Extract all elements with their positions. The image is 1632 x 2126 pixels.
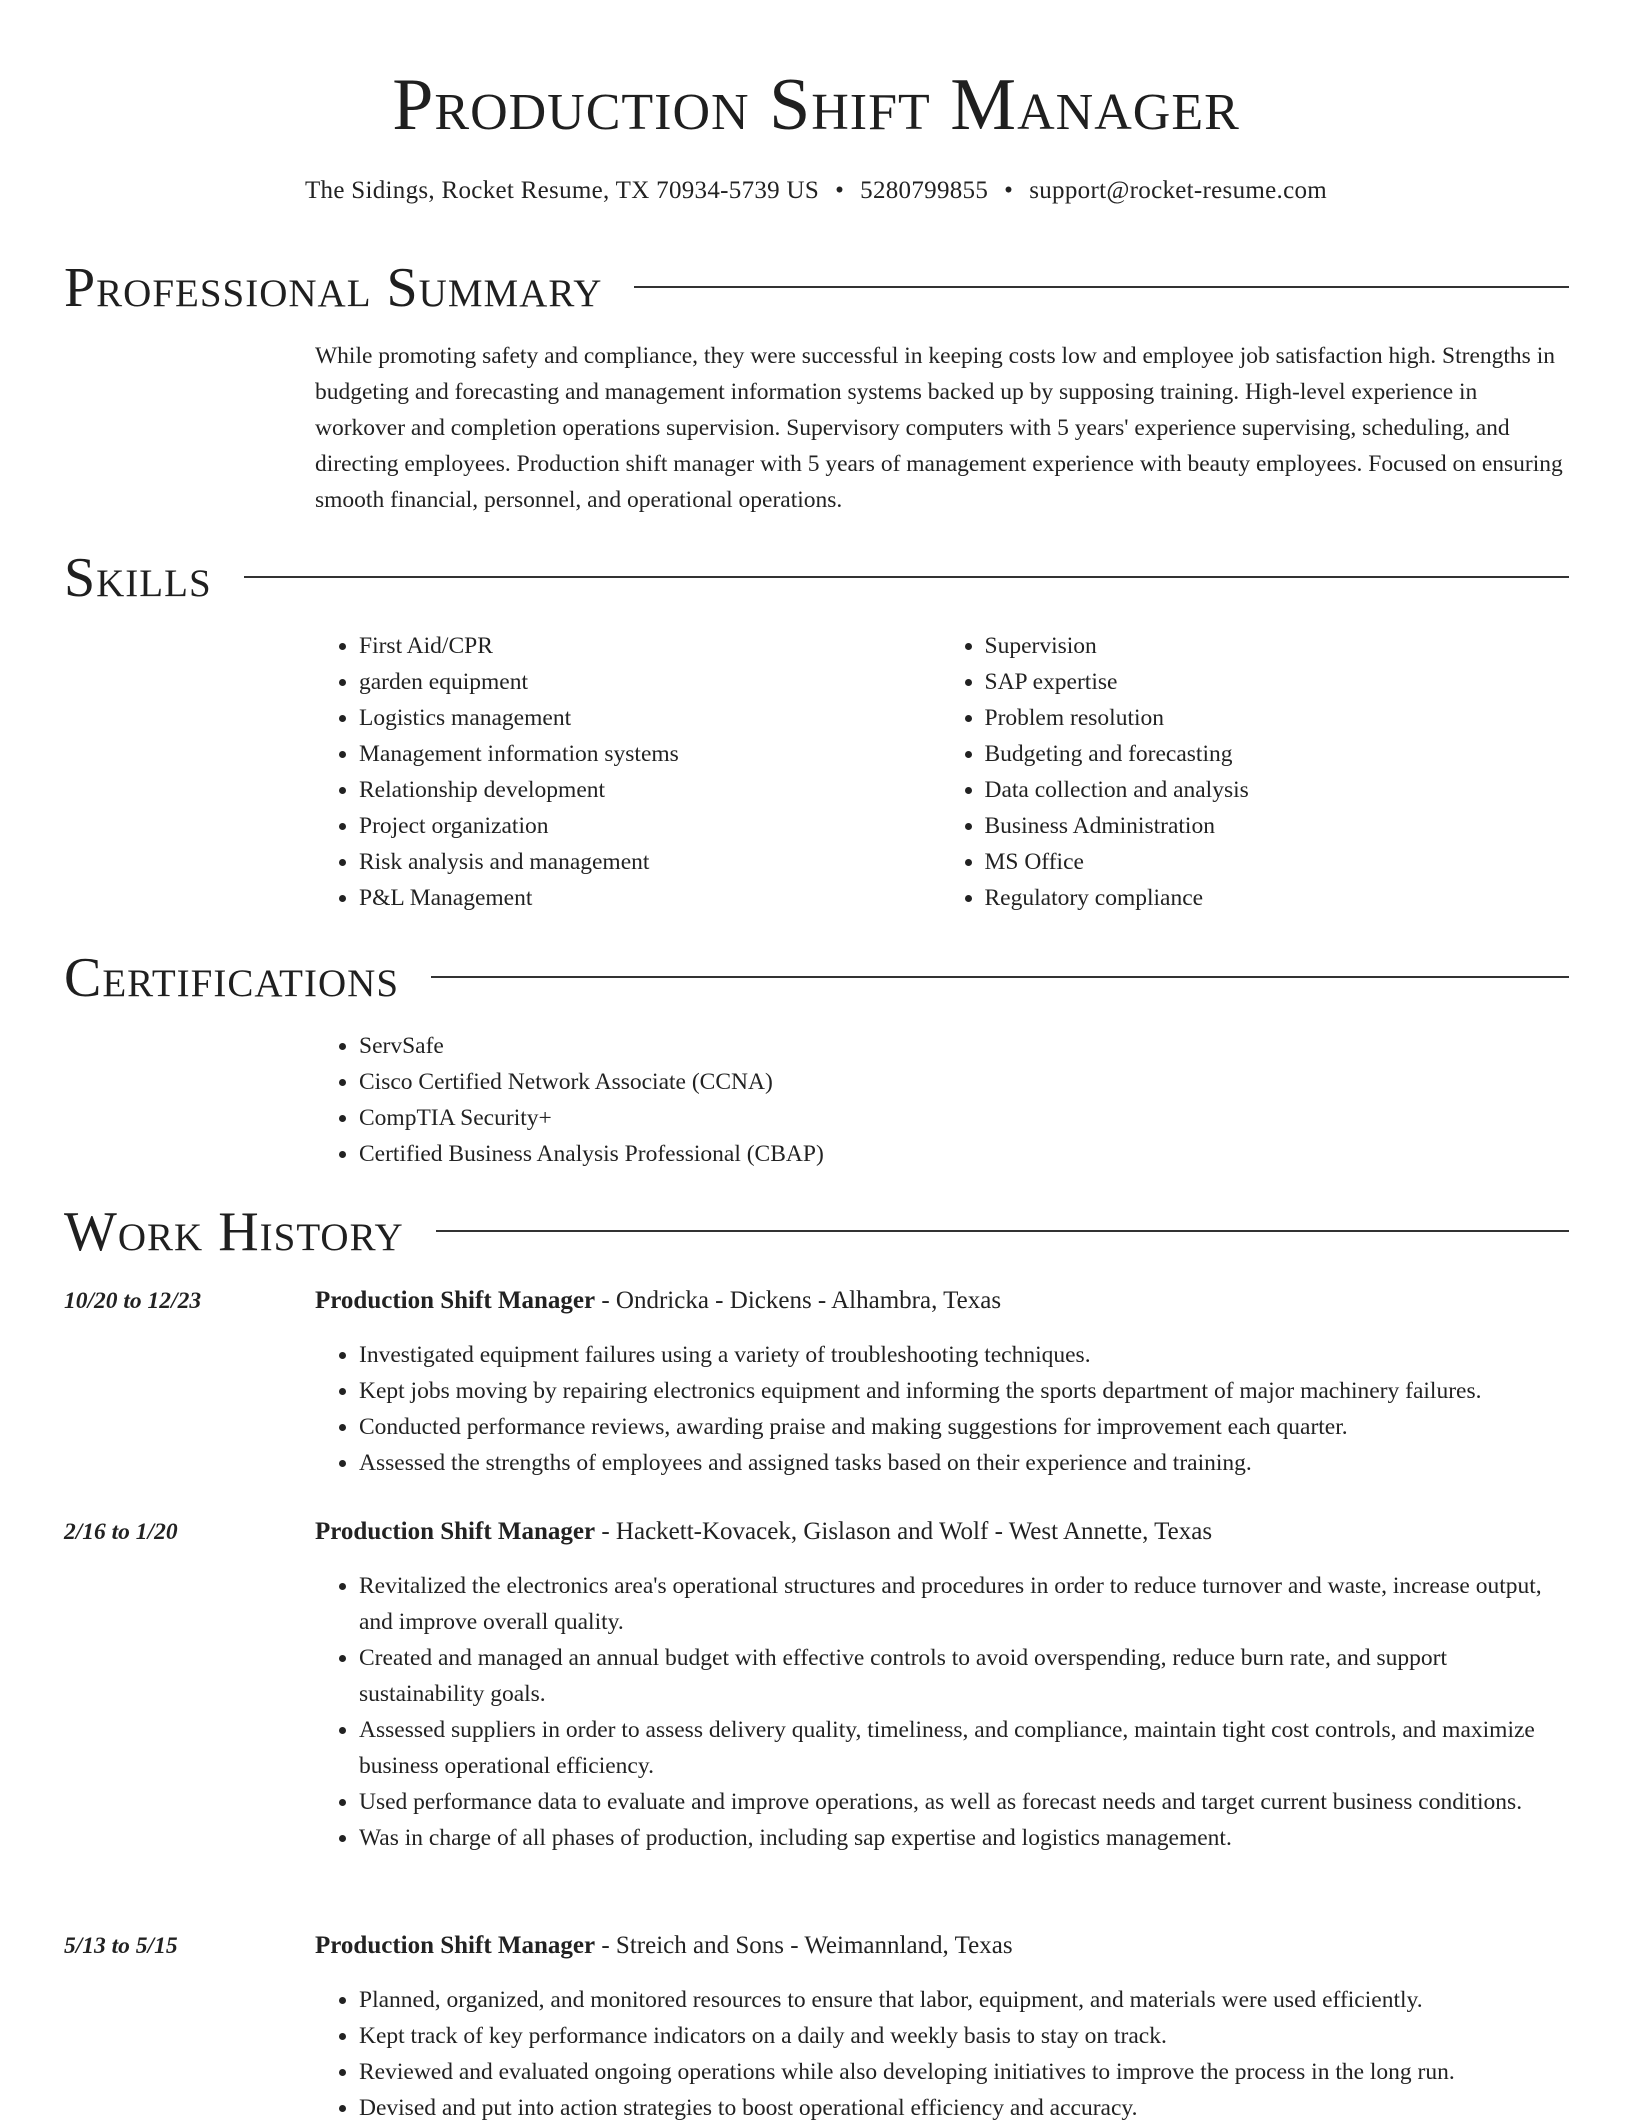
job-bullet: • Reviewed and evaluated ongoing operations while also developing initiatives to improve the process in the long run.: [359, 2054, 1566, 2090]
job-bullet: • Investigated equipment failures using a variety of troubleshooting techniques.: [359, 1337, 1566, 1373]
job-dates: 2/16 to 1/20: [64, 1519, 178, 1545]
job-entry: [64, 1514, 1566, 1856]
separator: •: [1004, 177, 1014, 204]
phone: 5280799855: [860, 177, 989, 204]
job-bullet: • Was in charge of all phases of production, including sap expertise and logistics management.: [359, 1820, 1566, 1856]
address: The Sidings, Rocket Resume, TX 70934-5739 US: [304, 177, 820, 204]
job-company: - Streich and Sons - Weimannland, Texas: [601, 1932, 1013, 1959]
summary-body: [315, 338, 1566, 518]
certification-item: • ServSafe: [359, 1028, 1566, 1064]
certifications-heading: [64, 944, 1569, 1012]
skills-list: [315, 628, 1566, 916]
skill-item: • SAP expertise: [985, 664, 1567, 700]
certification-item: • Cisco Certified Network Associate (CCNA): [359, 1064, 1566, 1100]
skill-item: • P&L Management: [359, 880, 941, 916]
skill-item: • Data collection and analysis: [985, 772, 1567, 808]
job-bullet: • Devised and put into action strategies to boost operational efficiency and accuracy.: [359, 2090, 1566, 2126]
separator: •: [835, 177, 845, 204]
section-divider: [436, 1230, 1569, 1232]
job-entry: [64, 1283, 1566, 1481]
job-entry: [64, 1928, 1566, 2126]
job-dates: 5/13 to 5/15: [64, 1933, 178, 1959]
skill-item: • Supervision: [985, 628, 1567, 664]
section-divider: [634, 286, 1569, 288]
skills-column-right: [941, 628, 1567, 916]
job-company: - Hackett-Kovacek, Gislason and Wolf - West Annette, Texas: [601, 1518, 1213, 1545]
section-title: Certifications: [64, 947, 400, 1009]
job-bullet: • Conducted performance reviews, awarding praise and making suggestions for improvement each quarter.: [359, 1409, 1566, 1445]
job-bullet: • Used performance data to evaluate and improve operations, as well as forecast needs and target current business conditions.: [359, 1784, 1566, 1820]
skill-item: • Project organization: [359, 808, 941, 844]
certification-item: • CompTIA Security+: [359, 1100, 1566, 1136]
certifications-list: [315, 1028, 1566, 1172]
job-bullet: • Kept jobs moving by repairing electronics equipment and informing the sports department of major machinery failures.: [359, 1373, 1566, 1409]
job-bullets: [315, 1568, 1566, 1856]
job-header: [315, 1928, 1566, 1964]
skill-item: • MS Office: [985, 844, 1567, 880]
job-bullet: • Planned, organized, and monitored resources to ensure that labor, equipment, and materials were used efficiently.: [359, 1982, 1566, 2018]
skill-item: • Risk analysis and management: [359, 844, 941, 880]
job-bullet: • Assessed suppliers in order to assess delivery quality, timeliness, and compliance, maintain tight cost controls, and maximize business operational efficiency.: [359, 1712, 1566, 1784]
job-bullet: • Revitalized the electronics area's operational structures and procedures in order to reduce turnover and waste, increase output, and improve overall quality.: [359, 1568, 1566, 1640]
job-header: [315, 1283, 1566, 1319]
job-bullet: • Created and managed an annual budget with effective controls to avoid overspending, reduce burn rate, and support sustainability goals.: [359, 1640, 1566, 1712]
section-title: Professional Summary: [64, 257, 603, 319]
job-bullets: [315, 1337, 1566, 1481]
skill-item: • Management information systems: [359, 736, 941, 772]
email-link[interactable]: support@rocket-resume.com: [1029, 177, 1328, 204]
skill-item: • First Aid/CPR: [359, 628, 941, 664]
skill-item: • Logistics management: [359, 700, 941, 736]
job-dates: 10/20 to 12/23: [64, 1288, 202, 1314]
skill-item: • Relationship development: [359, 772, 941, 808]
job-bullet: • Assessed the strengths of employees and assigned tasks based on their experience and training.: [359, 1445, 1566, 1481]
work-history-heading: [64, 1198, 1569, 1266]
summary-heading: [64, 254, 1569, 322]
summary-text: While promoting safety and compliance, they were successful in keeping costs low and employee job satisfaction high. Strengths in budgeting and forecasting and management information systems backed up by supposing training. High-level experience in workover and completion operations supervision. Supervisory computers with 5 years' experience supervising, scheduling, and directing employees. Production shift manager with 5 years of management experience with beauty employees. Focused on ensuring smooth financial, personnel, and operational operations.: [315, 343, 1563, 513]
skill-item: • Budgeting and forecasting: [985, 736, 1567, 772]
certification-item: • Certified Business Analysis Professional (CBAP): [359, 1136, 1566, 1172]
contact-line: [0, 174, 1632, 208]
section-divider: [431, 976, 1569, 978]
job-company: - Ondricka - Dickens - Alhambra, Texas: [601, 1287, 1002, 1314]
job-title: Production Shift Manager: [315, 1932, 596, 1959]
skill-item: • Regulatory compliance: [985, 880, 1567, 916]
job-bullets: [315, 1982, 1566, 2126]
section-divider: [244, 576, 1569, 578]
job-bullet: • Kept track of key performance indicators on a daily and weekly basis to stay on track.: [359, 2018, 1566, 2054]
job-title: Production Shift Manager: [315, 1287, 596, 1314]
skill-item: • garden equipment: [359, 664, 941, 700]
job-title: Production Shift Manager: [315, 1518, 596, 1545]
skills-column-left: [315, 628, 941, 916]
skill-item: • Business Administration: [985, 808, 1567, 844]
skills-heading: [64, 544, 1569, 612]
job-header: [315, 1514, 1566, 1550]
section-title: Skills: [64, 547, 212, 609]
candidate-name: Production Shift Manager: [392, 64, 1240, 146]
section-title: Work History: [64, 1201, 404, 1263]
skill-item: • Problem resolution: [985, 700, 1567, 736]
